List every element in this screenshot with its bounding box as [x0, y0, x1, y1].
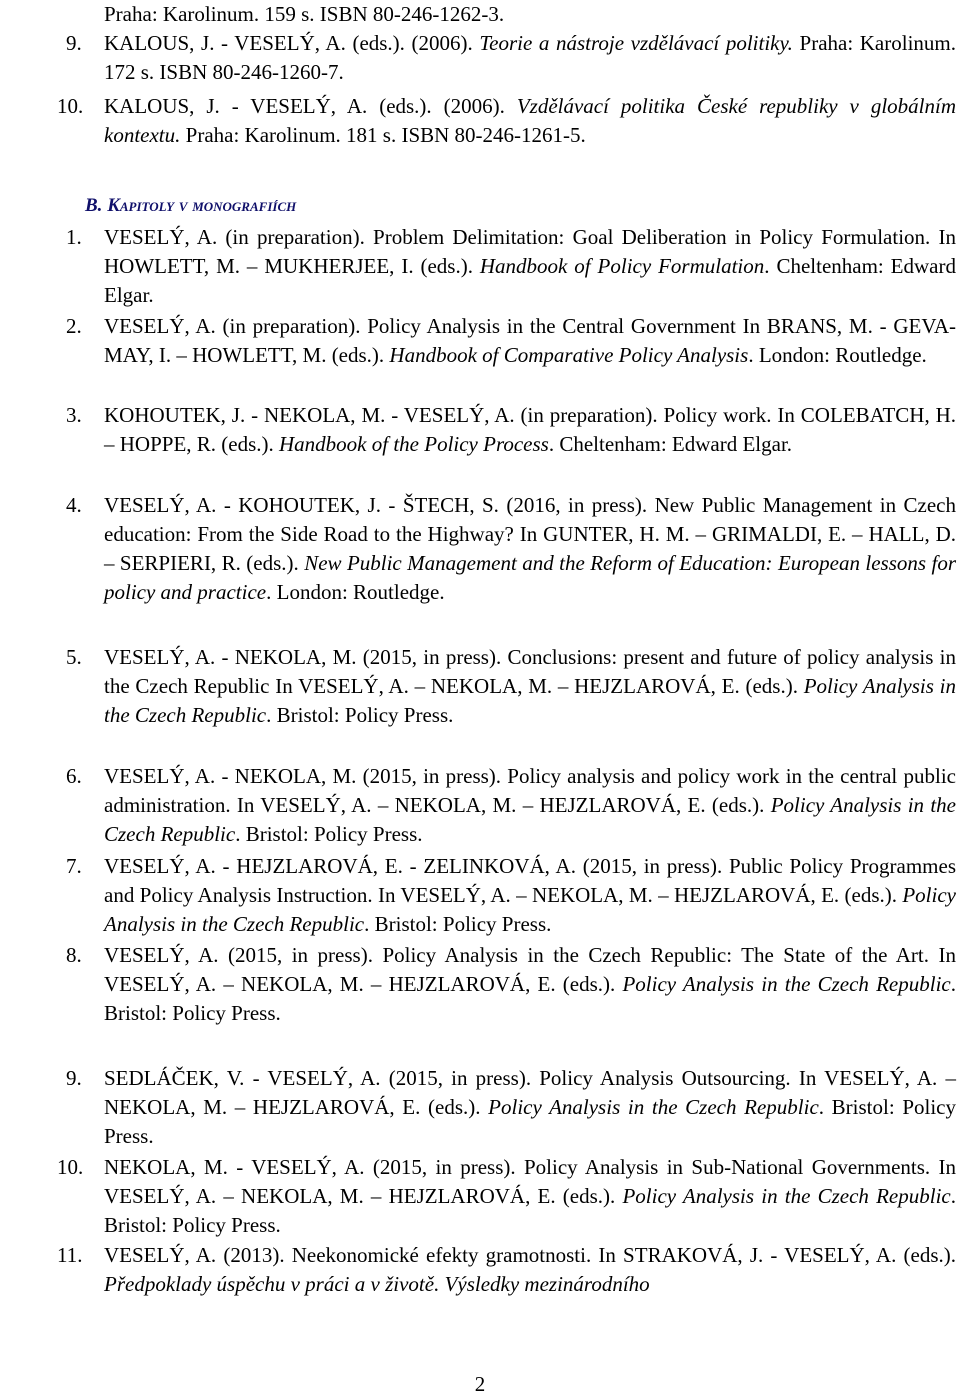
- reference-number: 11.: [57, 1243, 83, 1267]
- segment: VESELÝ, A. (in preparation). Policy Analysis in the Central Government In BRANS, M. - GEVA-MAY, I. – HOWLETT, M. (eds.).: [104, 314, 956, 367]
- reference-number: 1.: [66, 225, 82, 249]
- reference-number: 6.: [66, 764, 82, 788]
- segment: VESELÝ, A. - NEKOLA, M. (2015, in press). Conclusions: present and future of policy analysis in the Czech Republic In VESELÝ, A. – NEKOLA, M. – HEJZLAROVÁ, E. (eds.).: [104, 645, 956, 698]
- book-title: Handbook of the Policy Process: [279, 432, 549, 456]
- reference-b-9: [0, 1064, 960, 1151]
- reference-number: 7.: [66, 854, 82, 878]
- book-title: Handbook of Policy Formulation: [479, 254, 765, 278]
- page-number: 2: [474, 1372, 486, 1396]
- segment: KOHOUTEK, J. - NEKOLA, M. - VESELÝ, A. (in preparation). Policy work. In COLEBATCH, H. – HOPPE, R. (eds.).: [104, 403, 956, 456]
- reference-b-5: [0, 643, 960, 730]
- book-title: Teorie a nástroje vzdělávací politiky.: [479, 31, 793, 55]
- reference-number: 5.: [66, 645, 82, 669]
- segment: VESELÝ, A. (2013). Neekonomické efekty gramotnosti. In STRAKOVÁ, J. - VESELÝ, A. (eds.).: [104, 1243, 956, 1267]
- segment: . Bristol: Policy Press.: [235, 822, 423, 846]
- segment: VESELÝ, A. - NEKOLA, M. (2015, in press). Policy analysis and policy work in the central public administration. In VESELÝ, A. – NEKOLA, M. – HEJZLAROVÁ, E. (eds.).: [104, 764, 956, 817]
- segment: KALOUS, J. - VESELÝ, A. (eds.). (2006).: [104, 31, 480, 55]
- reference-a-10: [0, 92, 960, 150]
- segment: SEDLÁČEK, V. - VESELÝ, A. (2015, in press). Policy Analysis Outsourcing. In VESELÝ, A. – NEKOLA, M. – HEJZLAROVÁ, E. (eds.).: [104, 1066, 956, 1119]
- book-title: Předpoklady úspěchu v práci a v životě. Výsledky mezinárodního: [104, 1272, 650, 1296]
- segment: . Bristol: Policy Press.: [104, 1184, 956, 1237]
- reference-b-1: [0, 223, 960, 310]
- reference-number: 9.: [66, 31, 82, 55]
- heading-prefix: B.: [85, 195, 108, 216]
- segment: . Bristol: Policy Press.: [364, 912, 552, 936]
- segment: KALOUS, J. - VESELÝ, A. (eds.). (2006).: [104, 94, 517, 118]
- segment: Praha: Karolinum. 159 s. ISBN 80-246-1262-3.: [104, 2, 505, 26]
- segment: . Cheltenham: Edward Elgar.: [104, 254, 956, 307]
- segment: . Cheltenham: Edward Elgar.: [548, 432, 793, 456]
- reference-b-2: [0, 312, 960, 370]
- book-title: Policy Analysis in the Czech Republic: [622, 972, 951, 996]
- segment: VESELÝ, A. (2015, in press). Policy Analysis in the Czech Republic: The State of the Art. In VESELÝ, A. – NEKOLA, M. – HEJZLAROVÁ, E. (eds.).: [104, 943, 956, 996]
- book-title: Policy Analysis in the Czech Republic: [488, 1095, 819, 1119]
- reference-number: 2.: [66, 314, 82, 338]
- section-a-tail: [0, 0, 960, 29]
- segment: . Bristol: Policy Press.: [266, 703, 454, 727]
- reference-number: 9.: [66, 1066, 82, 1090]
- book-title: Vzdělávací politika České republiky v globálním kontextu.: [104, 94, 956, 147]
- section-heading: [85, 191, 296, 220]
- reference-b-8: [0, 941, 960, 1028]
- book-title: Policy Analysis in the Czech Republic: [104, 883, 956, 936]
- heading-text: Kapitoly v monografiích: [107, 195, 297, 216]
- segment: NEKOLA, M. - VESELÝ, A. (2015, in press). Policy Analysis in Sub-National Governments. In VESELÝ, A. – NEKOLA, M. – HEJZLAROVÁ, E. (eds.).: [104, 1155, 956, 1208]
- book-title: New Public Management and the Reform of Education: European lessons for policy and practice: [104, 551, 957, 604]
- reference-number: 4.: [66, 493, 82, 517]
- segment: . Bristol: Policy Press.: [104, 972, 956, 1025]
- reference-number: 10.: [57, 1155, 84, 1179]
- book-title: Policy Analysis in the Czech Republic: [622, 1184, 951, 1208]
- book-title: Policy Analysis in the Czech Republic: [104, 674, 956, 727]
- segment: Praha: Karolinum. 181 s. ISBN 80-246-1261-5.: [180, 123, 586, 147]
- reference-b-7: [0, 852, 960, 939]
- segment: . London: Routledge.: [266, 580, 445, 604]
- segment: VESELÝ, A. (in preparation). Problem Delimitation: Goal Deliberation in Policy Formulation. In HOWLETT, M. – MUKHERJEE, I. (eds.).: [104, 225, 956, 278]
- reference-b-6: [0, 762, 960, 849]
- reference-continuation: [0, 0, 960, 29]
- reference-b-10: [0, 1153, 960, 1240]
- segment: Praha: Karolinum. 172 s. ISBN 80-246-1260-7.: [104, 31, 957, 84]
- segment: . Bristol: Policy Press.: [104, 1095, 957, 1148]
- reference-number: 8.: [66, 943, 82, 967]
- reference-a-9: [0, 29, 960, 87]
- reference-b-3: [0, 401, 960, 459]
- book-title: Policy Analysis in the Czech Republic: [104, 793, 956, 846]
- segment: . London: Routledge.: [748, 343, 927, 367]
- segment: VESELÝ, A. - HEJZLAROVÁ, E. - ZELINKOVÁ, A. (2015, in press). Public Policy Programmes and Policy Analysis Instruction. In VESELÝ, A. – NEKOLA, M. – HEJZLAROVÁ, E. (eds.).: [104, 854, 956, 907]
- reference-b-11: [0, 1241, 960, 1299]
- book-title: Handbook of Comparative Policy Analysis: [389, 343, 749, 367]
- reference-number: 3.: [66, 403, 82, 427]
- reference-b-4: [0, 491, 960, 607]
- reference-number: 10.: [57, 94, 84, 118]
- segment: VESELÝ, A. - KOHOUTEK, J. - ŠTECH, S. (2016, in press). New Public Management in Czech education: From the Side Road to the Highway? In GUNTER, H. M. – GRIMALDI, E. – HALL, D. – SERPIERI, R. (eds.).: [104, 493, 956, 575]
